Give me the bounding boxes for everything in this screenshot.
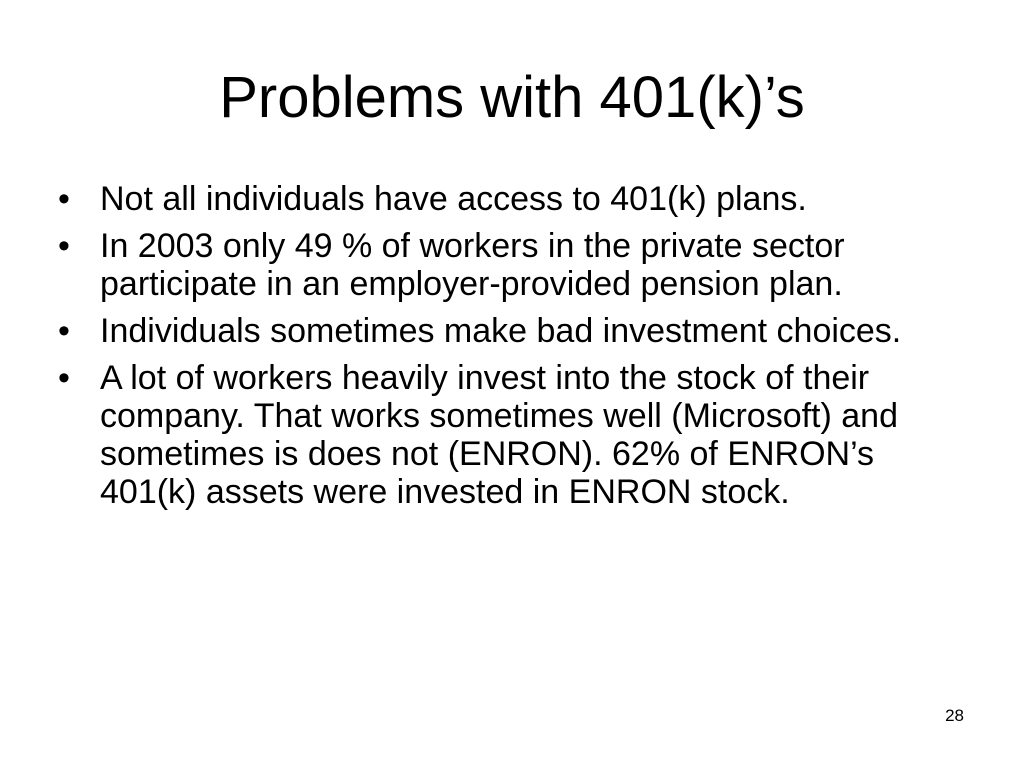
bullet-text: Not all individuals have access to 401(k) plans. (100, 180, 807, 218)
bullet-text: Individuals sometimes make bad investment choices. (100, 312, 902, 350)
bullet-icon: • (58, 227, 70, 265)
bullet-item-access (58, 180, 968, 218)
bullet-list (58, 180, 968, 520)
slide-title: Problems with 401(k)’s (219, 65, 805, 130)
bullet-icon: • (58, 312, 70, 350)
slide-number: 28 (945, 706, 964, 725)
bullet-item-investment-choices (58, 312, 968, 350)
bullet-text: In 2003 only 49 % of workers in the private sector participate in an employer-provided pension plan. (100, 227, 845, 303)
bullet-item-company-stock (58, 359, 968, 511)
bullet-item-participation (58, 227, 968, 303)
bullet-icon: • (58, 180, 70, 218)
bullet-icon: • (58, 359, 70, 397)
bullet-text: A lot of workers heavily invest into the stock of their company. That works sometimes well (Microsoft) and sometimes is does not (ENRON). 62% of ENRON’s 401(k) assets were invested in ENRON stock. (100, 359, 898, 511)
